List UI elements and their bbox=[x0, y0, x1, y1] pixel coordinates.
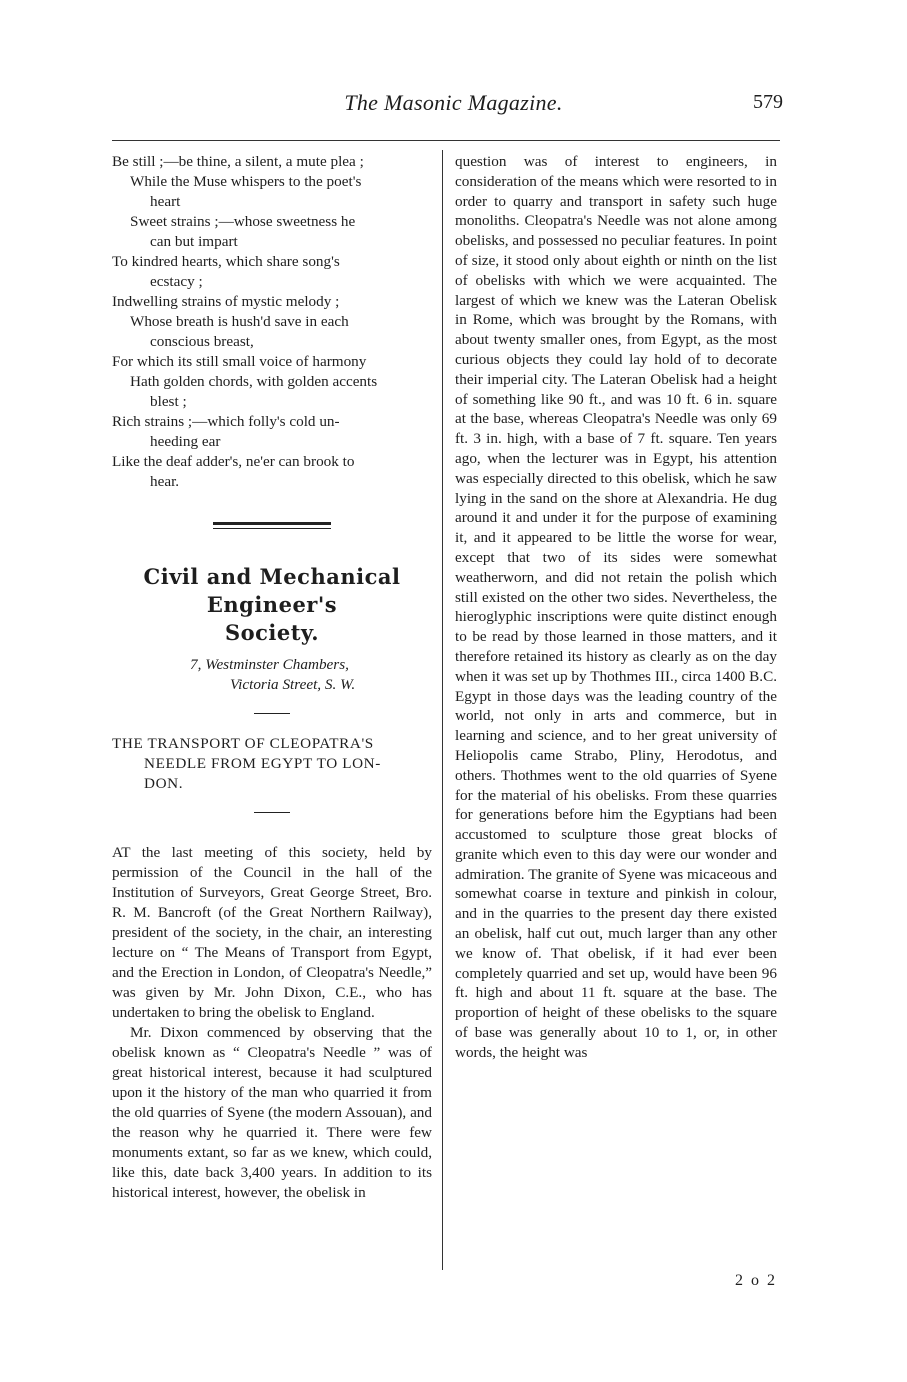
article-title-line2: NEEDLE FROM EGYPT TO LON- bbox=[144, 755, 381, 772]
poem-line: Sweet strains ;—whose sweetness he bbox=[130, 213, 356, 230]
section-rule-thin bbox=[213, 528, 331, 529]
page-number: 579 bbox=[753, 91, 783, 113]
poem-line: hear. bbox=[150, 473, 180, 490]
society-address bbox=[112, 655, 432, 695]
article-title-line3: DON. bbox=[144, 775, 184, 792]
article-title bbox=[112, 734, 432, 794]
poem-line: To kindred hearts, which share song's bbox=[112, 253, 340, 270]
address-line1: 7, Westminster Chambers, bbox=[190, 656, 349, 673]
poem-line: Indwelling strains of mystic melody ; bbox=[112, 293, 340, 310]
poem-line: Hath golden chords, with golden accents bbox=[130, 373, 378, 390]
society-title-line1: Civil and Mechanical Engineer's bbox=[143, 564, 401, 617]
poem-line: conscious breast, bbox=[150, 333, 254, 350]
section-rule-thick bbox=[213, 522, 331, 525]
poem-line: ecstacy ; bbox=[150, 273, 203, 290]
poem-line: blest ; bbox=[150, 393, 187, 410]
poem-line: Rich strains ;—which folly's cold un- bbox=[112, 413, 340, 430]
poem-line: heeding ear bbox=[150, 433, 221, 450]
poem-line: Like the deaf adder's, ne'er can brook to bbox=[112, 453, 355, 470]
poem-line: For which its still small voice of harmony bbox=[112, 353, 367, 370]
poem-line: Be still ;—be thine, a silent, a mute plea ; bbox=[112, 153, 364, 170]
signature-mark: 2 o 2 bbox=[735, 1272, 777, 1289]
poem bbox=[112, 152, 432, 492]
poem-line: can but impart bbox=[150, 233, 238, 250]
society-title-line2: Society. bbox=[224, 620, 320, 645]
article-paragraph-2: Mr. Dixon commenced by observing that the obelisk known as “ Cleopatra's Needle ” was of great historical interest, because it had sculptured upon it the history of the man who quarried it from the old quarries of Syene (the modern Assouan), and the reason why he quarried it. There were few monuments extant, so far as we knew, which could, like this, date back 3,400 years. In addition to its historical interest, however, the obelisk in bbox=[112, 1024, 432, 1201]
header-rule bbox=[112, 140, 780, 141]
short-rule bbox=[254, 812, 290, 813]
poem-line: Whose breath is hush'd save in each bbox=[130, 313, 349, 330]
page-header-title: The Masonic Magazine. bbox=[344, 90, 563, 115]
article-paragraph-1: AT the last meeting of this society, held by permission of the Council in the hall of the Institution of Surveyors, Great George Street, Bro. R. M. Bancroft (of the Great Northern Railway), president of the society, in the chair, an interesting lecture on “ The Means of Transport from Egypt, and the Erection in London, of Cleopatra's Needle,” was given by Mr. John Dixon, C.E., who has undertaken to bring the obelisk to England. bbox=[112, 844, 432, 1021]
short-rule bbox=[254, 713, 290, 714]
article-paragraph-right: question was of interest to engineers, in consideration of the means which were resorted to in order to quarry and transport in safety such huge monoliths. Cleopatra's Needle was not alone among obelisks, and possessed no peculiar features. In point of size, it stood only about eighth or ninth on the list of obelisks with which we were acquainted. The largest of which we knew was the Lateran Obelisk in Rome, which was brought by the Romans, with about twenty smaller ones, from Egypt, as the most curious objects they could lay hold of to decorate their imperial city. The Lateran Obelisk had a height of something like 90 ft., and was 10 ft. 6 in. square at the base, whereas Cleopatra's Needle was only 69 ft. 3 in. high, with a base of 7 ft. square. Ten years ago, when the lecturer was in Egypt, his attention was especially directed to this obelisk, which he saw lying in the sand on the shore at Alexandria. He dug around it and under it for the purpose of examining it, and it appeared to be little the worse for wear, except that two of its sides were somewhat weatherworn, and did not retain the polish which still existed on the other two sides. Nevertheless, the hieroglyphic inscriptions were quite distinct enough to be read by those learned in those matters, and it therefore retained its history as clearly as on the day when it was set up by Thothmes III., circa 1400 B.C. Egypt in those days was the leading country of the world, not only in arts and commerce, but in learning and science, and to her great university of Heliopolis came Strabo, Pliny, Herodotus, and others. Thothmes went to the old quarries of Syene for the material of his obelisks. From these quarries for generations before him the Egyptians had been accustomed to sculpture those great blocks of granite which even to this day were our wonder and admiration. The granite of Syene was micaceous and somewhat coarse in texture and pinkish in colour, and in the quarries to the present day there existed an obelisk, half cut out, much larger than any other we know of. That obelisk, if it had ever been completely quarried and set up, would have been 96 ft. high and about 11 ft. square at the base. The proportion of height of these obelisks to the square of base was generally about 10 to 1, or, in other words, the height was bbox=[455, 153, 777, 1061]
left-column bbox=[112, 152, 432, 1203]
address-line2: Victoria Street, S. W. bbox=[230, 676, 356, 693]
society-title bbox=[112, 563, 432, 647]
poem-line: While the Muse whispers to the poet's bbox=[130, 173, 362, 190]
poem-line: heart bbox=[150, 193, 181, 210]
article-title-line1: THE TRANSPORT OF CLEOPATRA'S bbox=[112, 735, 374, 752]
right-column bbox=[455, 152, 777, 1063]
column-divider bbox=[442, 150, 443, 1270]
